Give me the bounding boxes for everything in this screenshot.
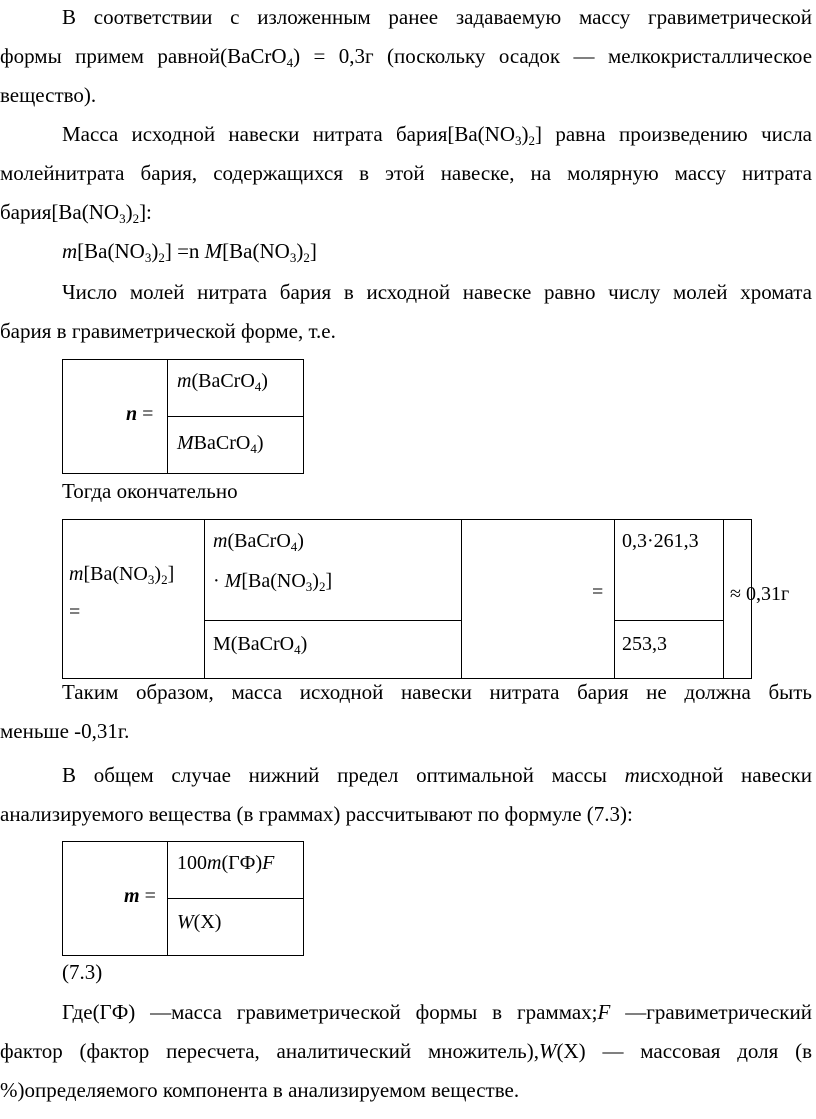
- paragraph-mass-choice: [0, 0, 812, 115]
- text-line: вещество).: [0, 83, 97, 107]
- calc-denominator-cell: 253,3: [615, 621, 724, 679]
- paragraph-moles: [0, 273, 812, 351]
- result-cell: ≈ 0,31г: [724, 520, 752, 679]
- lhs-cell: n =: [63, 360, 168, 474]
- paragraph-then: [0, 472, 812, 511]
- text-line: анализируемого вещества (в граммах) рассчитывают по формуле (7.3):: [0, 802, 633, 826]
- text-line: формы примем равной(BaCrO$_4$) = 0,3г (поскольку осадок — мелкокристаллическое: [0, 44, 813, 70]
- denominator-cell: MBaCrO$_4$): [168, 417, 304, 474]
- numerator-cell: 100m(ГФ)F: [168, 842, 304, 899]
- formula-table-7-3: [62, 841, 304, 956]
- text-line: Где(ГФ) —масса гравиметрической формы в граммах;F —гравиметрический: [62, 1000, 812, 1024]
- text-line: молейнитрата бария, содержащихся в этой навеске, на молярную массу нитрата: [0, 161, 812, 185]
- lhs-cell: m =: [63, 842, 168, 956]
- equation-number: [0, 953, 812, 992]
- numerator-cell: m(BaCrO$_4$) · $M[Ba(NO_3)_2]$: [205, 520, 462, 621]
- text-line: (7.3): [62, 960, 103, 984]
- formula-line: $m[Ba(NO_3)_2] =n$ $M[Ba(NO_3)_2]$: [62, 239, 317, 265]
- formula-table-moles: [62, 359, 304, 474]
- calc-numerator-cell: 0,3·261,3: [615, 520, 724, 621]
- paragraph-definitions: [0, 993, 812, 1110]
- equals-cell: =: [462, 520, 615, 679]
- paragraph-general-case: [0, 756, 812, 834]
- text-line: Тогда окончательно: [62, 479, 238, 503]
- text-line: Масса исходной навески нитрата $бария[Ba(NO_3)_2]$ равна произведению числа: [62, 122, 812, 148]
- denominator-cell: M(BaCrO$_4$): [205, 621, 462, 679]
- text-line: $бария[Ba(NO_3)_2]$:: [0, 200, 152, 226]
- paragraph-conclusion: [0, 673, 812, 751]
- text-line: %)определяемого компонента в анализируемом веществе.: [0, 1078, 520, 1102]
- lhs-cell: $m[Ba(NO_3)_2]$ =: [63, 520, 205, 679]
- text-line: бария в гравиметрической форме, т.е.: [0, 319, 336, 343]
- paragraph-initial-mass: [0, 115, 812, 232]
- numerator-cell: m(BaCrO$_4$): [168, 360, 304, 417]
- text-line: Число молей нитрата бария в исходной навеске равно числу молей хромата: [62, 280, 812, 304]
- text-line: В соответствии с изложенным ранее задаваемую массу гравиметрической: [62, 5, 812, 29]
- text-line: меньше -0,31г.: [0, 719, 130, 743]
- formula-table-final: [62, 519, 790, 679]
- text-line: Таким образом, масса исходной навески нитрата бария не должна быть: [62, 680, 812, 704]
- text-line: В общем случае нижний предел оптимальной массы mисходной навески: [62, 763, 813, 787]
- denominator-cell: W(X): [168, 899, 304, 956]
- formula-mass-barium-nitrate: [0, 232, 812, 271]
- text-line: фактор (фактор пересчета, аналитический множитель),W(X) — массовая доля (в: [0, 1039, 812, 1063]
